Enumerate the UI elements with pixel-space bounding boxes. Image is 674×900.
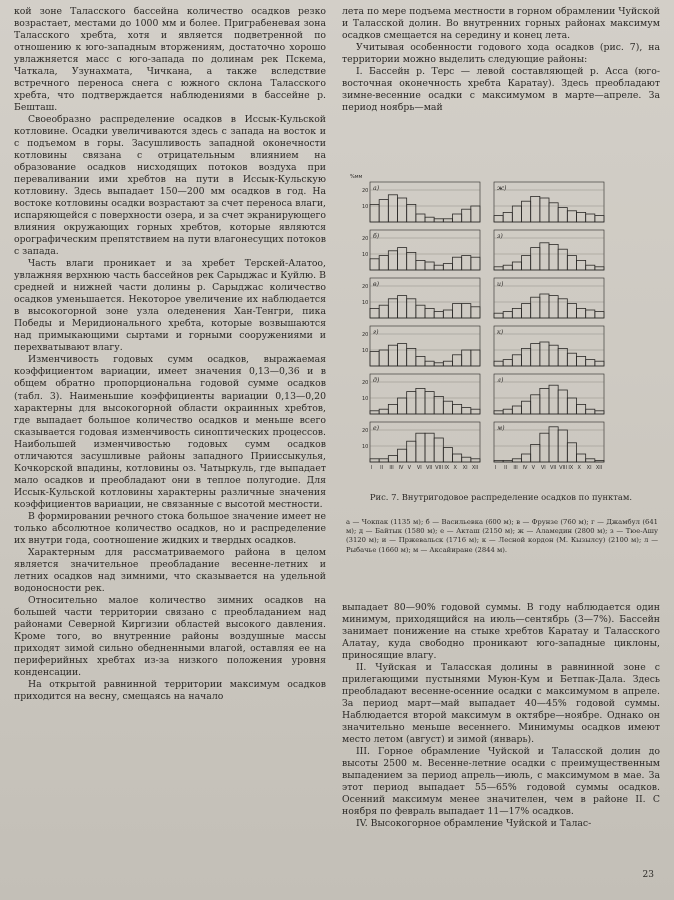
bar: [462, 256, 471, 270]
bar: [522, 304, 531, 318]
bar: [586, 265, 595, 270]
panel-label: а): [373, 185, 380, 192]
bar: [398, 449, 407, 462]
bar: [558, 208, 567, 222]
bar: [471, 350, 480, 366]
bar: [567, 353, 576, 366]
month-label: X: [453, 465, 457, 470]
bar: [453, 404, 462, 414]
bar: [462, 457, 471, 462]
bar: [434, 312, 443, 318]
month-label: X: [577, 465, 581, 470]
bar: [558, 390, 567, 414]
bar: [425, 262, 434, 270]
bar: [416, 214, 425, 222]
bar: [540, 294, 549, 318]
bar: [577, 260, 586, 270]
left-paragraph: кой зоне Таласского бассейна количество осадков резко возрастает, местами до 1000 мм и более. Приграбеневая зона Таласского хребта, хотя и является подветренной по отношению к юго-западным вторжениям, достаточно хорошо увлажняется масс с юго-запада по долинам рек Пскема, Чаткала, Узунахмата, Чичкана, а также вследствие встречного переноса снега с южного склона Таласского хребта, что подтверждается наблюдениями в бассейне р. Бешташ.: [14, 6, 326, 114]
y-tick-label: 10: [362, 204, 369, 210]
month-label: V: [407, 465, 412, 470]
bar: [586, 360, 595, 366]
bar: [567, 398, 576, 414]
bar: [558, 249, 567, 270]
bar: [453, 214, 462, 222]
month-label: XI: [586, 465, 592, 470]
bar: [567, 256, 576, 270]
bar: [416, 433, 425, 462]
right-top-paragraph: лета по мере подъема местности в горном обрамлении Чуйской и Таласской долин. Во внутренних горных районах максимум осадков смещается на середину и конец лета.: [342, 6, 660, 42]
bar: [379, 256, 388, 270]
bar: [370, 459, 379, 462]
panel-label: л): [497, 377, 504, 384]
bar: [443, 401, 452, 414]
panel-1-4: [494, 374, 604, 414]
bar: [416, 388, 425, 414]
panel-label: д): [373, 377, 380, 384]
bar: [471, 257, 480, 270]
bar: [407, 299, 416, 318]
bar: [531, 344, 540, 366]
bar: [398, 198, 407, 222]
bar: [522, 348, 531, 366]
bar: [434, 219, 443, 222]
bar: [370, 308, 379, 318]
bar: [503, 265, 512, 270]
bar: [398, 248, 407, 270]
bar: [540, 243, 549, 270]
bar: [503, 409, 512, 414]
panel-label: ж): [497, 185, 507, 192]
panel-0-1: [362, 230, 480, 270]
y-tick-label: 20: [362, 428, 369, 434]
bar: [531, 196, 540, 222]
month-label: IX: [444, 465, 450, 470]
y-tick-label: 20: [362, 236, 369, 242]
bar: [416, 305, 425, 318]
panel-1-0: [494, 182, 604, 222]
bar: [388, 345, 397, 366]
panel-0-0: [362, 182, 480, 222]
bar: [577, 212, 586, 222]
bar: [522, 201, 531, 222]
bar: [453, 257, 462, 270]
bar: [531, 297, 540, 318]
bar: [549, 244, 558, 270]
y-tick-label: 20: [362, 284, 369, 290]
panel-1-2: [494, 278, 604, 318]
bar: [494, 460, 503, 462]
bar: [586, 214, 595, 222]
bar: [462, 209, 471, 222]
left-paragraph: Относительно малое количество зимних осадков на большей части территории связано с преобладанием над районами Северной Киргизии областей высокого давления. Кроме того, во внутренние районы воздушные массы приходят зимой сильно обедненными влагой, оставляя ее на периферийных хребтах из-за низкого положения уровня конденсации.: [14, 594, 326, 678]
bar: [407, 252, 416, 270]
panel-0-2: [362, 278, 480, 318]
right-top-paragraph: I. Бассейн р. Терс — левой составляющей р. Асса (юго-восточная оконечность хребта Каратау). Здесь преобладают зимне-весенние осадки с максимумом в марте—апреле. За период ноябрь—май: [342, 66, 660, 114]
y-tick-label: 20: [362, 380, 369, 386]
bar: [370, 352, 379, 366]
bar: [434, 438, 443, 462]
bar: [379, 459, 388, 462]
month-label: IX: [568, 465, 574, 470]
panel-label: в): [373, 281, 380, 288]
precipitation-chart: [348, 170, 614, 470]
bar: [388, 404, 397, 414]
bar: [549, 345, 558, 366]
bar: [388, 299, 397, 318]
bar: [453, 454, 462, 462]
y-tick-label: 20: [362, 188, 369, 194]
bar: [494, 361, 503, 366]
bar: [522, 454, 531, 462]
bar: [370, 204, 379, 222]
bar: [471, 307, 480, 318]
bar: [471, 206, 480, 222]
right-bottom-paragraph: IV. Высокогорное обрамление Чуйской и Талас-: [356, 818, 592, 830]
bar: [453, 355, 462, 366]
right-top-paragraph: Учитывая особенности годового хода осадков (рис. 7), на территории можно выделить следующие районы:: [342, 42, 660, 66]
panel-label: з): [497, 233, 503, 240]
bar: [512, 262, 521, 270]
left-paragraph: Характерным для рассматриваемого района в целом является значительное преобладание весенне-летних и летних осадков над зимними, что сказывается на удельной водоносности рек.: [14, 546, 326, 594]
month-label: XII: [595, 465, 603, 470]
right-column-bottom: [342, 602, 660, 830]
bar: [434, 396, 443, 414]
month-label: II: [504, 465, 508, 470]
bar: [398, 344, 407, 366]
panel-1-5: [494, 422, 604, 462]
y-tick-label: 10: [362, 300, 369, 306]
bar: [540, 342, 549, 366]
panel-0-5: [362, 422, 480, 462]
panel-label: г): [373, 329, 379, 336]
figure-7: [348, 170, 614, 470]
bar: [558, 348, 567, 366]
bar: [407, 392, 416, 414]
bar: [540, 198, 549, 222]
month-label: IV: [522, 465, 528, 470]
bar: [425, 217, 434, 222]
bar: [407, 441, 416, 462]
bar: [462, 304, 471, 318]
bar: [549, 427, 558, 462]
month-label: XI: [462, 465, 468, 470]
bar: [577, 454, 586, 462]
left-paragraph: Изменчивость годовых сумм осадков, выражаемая коэффициентом вариации, имеет значения 0,13—0,36 и в общем обратно пропорциональна годовой сумме осадков (табл. 3). Наименьшие коэффициенты вариации 0,13—0,20 характерны для высокогорной области окраинных хребтов, где выпадает большое количество осадков и меньше всего сказывается годовая изменчивость синоптических процессов. Наибольшей изменчивостью годовых сумм осадков отличаются засушливые районы западного Прииссыкулья, Кочкорской впадины, котловины оз. Чатыркуль, где выпадает мало осадков и преобладают они в теплое полугодие. Для Иссык-Кульской котловины характерны различные значения коэффициентов вариации, не связанные с высотой местности.: [14, 354, 326, 510]
month-label: VIII: [559, 465, 568, 470]
month-label: II: [380, 465, 384, 470]
bar: [434, 265, 443, 270]
month-label: V: [531, 465, 536, 470]
month-label: III: [513, 465, 518, 470]
bar: [595, 361, 604, 366]
panel-label: м): [497, 425, 505, 432]
month-label: VI: [540, 465, 546, 470]
bar: [425, 361, 434, 366]
bar: [549, 385, 558, 414]
left-paragraph: В формировании речного стока большое значение имеет не только абсолютное количество осадков, но и распределение их внутри года, соотношение жидких и твердых осадков.: [14, 510, 326, 546]
bar: [540, 433, 549, 462]
bar: [558, 299, 567, 318]
month-label: I: [495, 465, 497, 470]
left-column: [14, 6, 326, 703]
bar: [531, 444, 540, 462]
bar: [494, 216, 503, 222]
y-tick-label: 20: [362, 332, 369, 338]
bar: [379, 409, 388, 414]
bar: [370, 411, 379, 414]
panel-label: е): [373, 425, 380, 432]
bar: [595, 460, 604, 462]
right-bottom-paragraph: II. Чуйская и Таласская долины в равнинной зоне с прилегающими пустынями Муюн-Кум и Бетпак-Дала. Здесь преобладают весенне-осенние осадки с максимумом в апреле. За период март—май выпадает 40—45% годовой суммы. Наблюдается второй максимум в октябре—ноябре. Однако он значительно меньше весеннего. Минимумы осадков имеют место летом (август) и зимой (январь).: [342, 662, 660, 746]
month-label: III: [389, 465, 394, 470]
bar: [531, 395, 540, 414]
bar: [471, 459, 480, 462]
bar: [443, 448, 452, 462]
bar: [370, 259, 379, 270]
bar: [577, 356, 586, 366]
bar: [567, 211, 576, 222]
right-bottom-paragraph: III. Горное обрамление Чуйской и Таласской долин до высоты 2500 м. Весенне-летние осадки с преимущественным выпадением за период апрель—июль, с максимумом в мае. За этот период выпадает 55—65% годовой суммы осадков. Осенний максимум менее значителен, чем в районе II. С ноября по февраль выпадает 11—17% осадков.: [342, 746, 660, 818]
bar: [512, 308, 521, 318]
figure-legend: а — Чокпак (1135 м); б — Васильевка (600 м); в — Фрунзе (760 м); г — Джамбул (641 м); д — Байтык (1580 м); е — Акташ (2150 м); ж — Аламедин (2800 м); з — Тюе-Ашу (3120 м); и — Пржевальск (1716 м); к — Лесной кордон (М. Кызылсу) (2100 м); л — Рыбачье (1660 м); м — Аксайиране (2844 м).: [346, 518, 658, 554]
bar: [512, 459, 521, 462]
bar: [388, 251, 397, 270]
bar: [388, 456, 397, 462]
month-label: XII: [471, 465, 479, 470]
bar: [586, 459, 595, 462]
bar: [522, 401, 531, 414]
bar: [407, 204, 416, 222]
bar: [379, 305, 388, 318]
bar: [503, 212, 512, 222]
bar: [398, 398, 407, 414]
bar: [425, 392, 434, 414]
bar: [567, 304, 576, 318]
bar: [512, 355, 521, 366]
panel-0-3: [362, 326, 480, 366]
bar: [595, 411, 604, 414]
bar: [503, 360, 512, 366]
bar: [425, 433, 434, 462]
left-paragraph: Часть влаги проникает и за хребет Терскей-Алатоо, увлажняя верхнюю часть бассейнов рек Сарыджас и Куйлю. В средней и нижней части долины р. Сарыджас количество осадков уменьшается. Некоторое увеличение их наблюдается в высокогорной зоне узла оледенения Хан-Тенгри, пика Победы и Меридионального хребта, которые возвышаются над примыкающими сыртами и горными сооружениями и перехватывают влагу.: [14, 258, 326, 354]
bar: [494, 267, 503, 270]
bar: [540, 388, 549, 414]
bar: [577, 308, 586, 318]
bar: [416, 260, 425, 270]
bar: [512, 206, 521, 222]
bar: [416, 356, 425, 366]
figure-caption: Рис. 7. Внутригодовое распределение осадков по пунктам.: [369, 492, 633, 502]
bar: [549, 203, 558, 222]
month-label: VII: [426, 465, 433, 470]
month-label: IV: [398, 465, 404, 470]
bar: [503, 312, 512, 318]
bar: [577, 404, 586, 414]
bar: [379, 200, 388, 222]
bar: [567, 443, 576, 462]
panel-label: б): [373, 233, 380, 240]
panel-label: и): [497, 281, 504, 288]
y-tick-label: 10: [362, 444, 369, 450]
month-label: I: [371, 465, 373, 470]
bar: [595, 216, 604, 222]
y-tick-label: 10: [362, 396, 369, 402]
bar: [549, 296, 558, 318]
page-number: 23: [642, 870, 654, 880]
bar: [462, 350, 471, 366]
left-paragraph: Своеобразно распределение осадков в Иссык-Кульской котловине. Осадки увеличиваются здесь с запада на восток и с подъемом в горы. Засушливость западной оконечности котловины связана с отрицательным влиянием на образование осадков нисходящих потоков воздуха при переваливании ими хребтов на пути в Иссык-Кульскую котловину. Здесь выпадает 150—200 мм осадков в год. На востоке котловины осадки возрастают за счет переноса влаги, испаряющейся с поверхности озера, и за счет экранирующего влияния окружающих горных хребтов, которые являются орографическим препятствием на пути влагонесущих потоков с запада.: [14, 114, 326, 258]
bar: [586, 310, 595, 318]
bar: [531, 248, 540, 270]
bar: [425, 308, 434, 318]
bar: [471, 409, 480, 414]
bar: [443, 310, 452, 318]
bar: [494, 411, 503, 414]
panel-1-3: [494, 326, 604, 366]
bar: [379, 350, 388, 366]
month-label: VI: [416, 465, 422, 470]
panel-label: к): [497, 329, 504, 336]
bar: [522, 256, 531, 270]
bar: [453, 304, 462, 318]
bar: [586, 409, 595, 414]
bar: [407, 348, 416, 366]
y-tick-label: 10: [362, 348, 369, 354]
panel-0-4: [362, 374, 480, 414]
month-label: VII: [550, 465, 557, 470]
bar: [434, 363, 443, 366]
bar: [443, 264, 452, 270]
bar: [595, 267, 604, 270]
bar: [443, 219, 452, 222]
panel-1-1: [494, 230, 604, 270]
left-paragraph: На открытой равнинной территории максимум осадков приходится на весну, смещаясь на начало: [14, 678, 326, 702]
right-column-top: [342, 6, 660, 114]
bar: [398, 296, 407, 318]
y-unit-label: %мм: [350, 174, 363, 180]
bar: [512, 406, 521, 414]
bar: [462, 408, 471, 414]
right-bottom-paragraph: выпадает 80—90% годовой суммы. В году наблюдается один минимум, приходящийся на июль—сентябрь (3—7%). Бассейн занимает понижение на стыке хребтов Каратау и Таласского Алатау, куда свободно проникают юго-западные циклоны, приносящие влагу.: [342, 602, 660, 662]
bar: [503, 460, 512, 462]
bar: [595, 312, 604, 318]
bar: [388, 195, 397, 222]
bar: [494, 313, 503, 318]
bar: [443, 361, 452, 366]
month-label: VIII: [435, 465, 444, 470]
y-tick-label: 10: [362, 252, 369, 258]
